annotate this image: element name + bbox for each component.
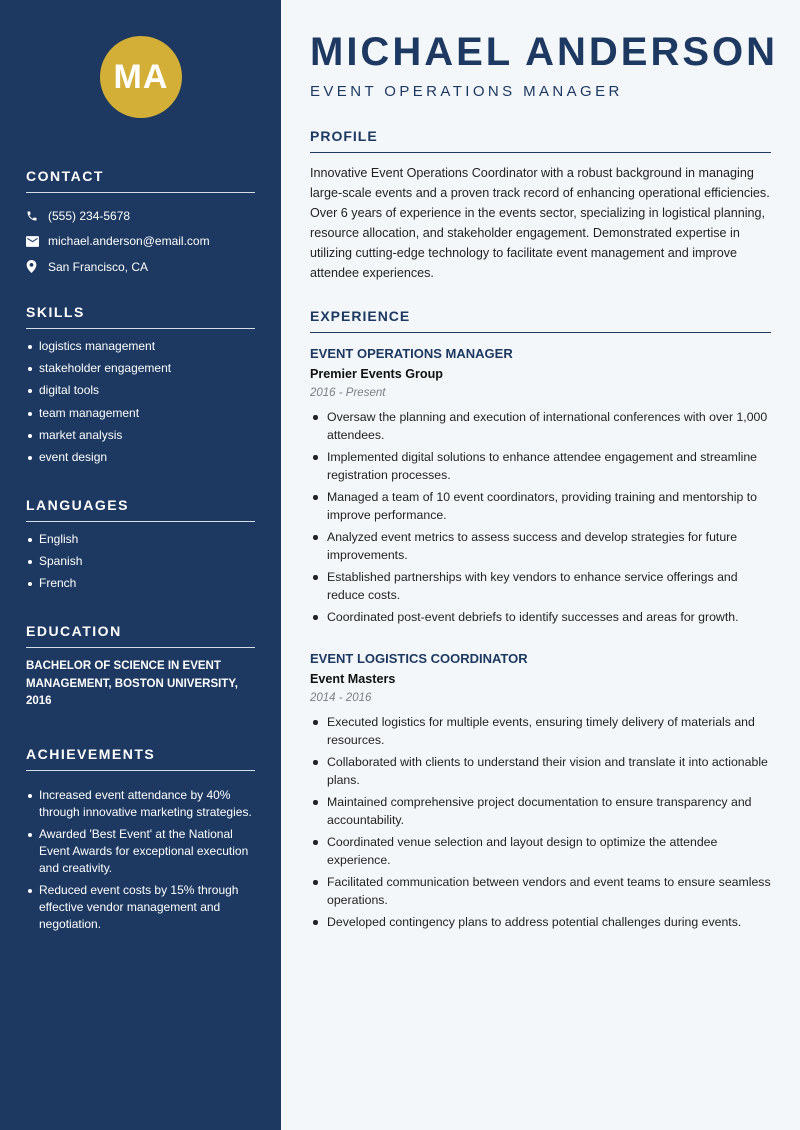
education-heading: EDUCATION — [26, 623, 255, 648]
job-bullet: Implemented digital solutions to enhance attendee engagement and streamline registration processes. — [310, 448, 772, 484]
candidate-name: MICHAEL ANDERSON — [310, 30, 779, 74]
contact-heading: CONTACT — [26, 168, 255, 193]
contact-location — [26, 254, 255, 280]
job-title: EVENT LOGISTICS COORDINATOR — [310, 651, 528, 666]
education-degree: BACHELOR OF SCIENCE IN EVENT MANAGEMENT, BOSTON UNIVERSITY, 2016 — [26, 660, 238, 707]
skill-item: event design — [26, 449, 255, 466]
achievements-heading: ACHIEVEMENTS — [26, 746, 255, 771]
job-bullet: Developed contingency plans to address potential challenges during events. — [310, 913, 772, 931]
avatar-initials: MA — [113, 57, 169, 96]
job-bullet: Managed a team of 10 event coordinators, providing training and mentorship to improve performance. — [310, 488, 772, 524]
job-bullet: Executed logistics for multiple events, ensuring timely delivery of materials and resources. — [310, 713, 772, 749]
languages-section — [26, 497, 255, 598]
contact-phone — [26, 203, 255, 229]
language-item: French — [26, 575, 255, 592]
experience-heading: EXPERIENCE — [310, 308, 771, 333]
profile-text: Innovative Event Operations Coordinator with a robust background in managing large-scale events and a proven track record of enhancing operational efficiencies. Over 6 years of experience in the events sector, specializing in logistical planning, resource allocation, and stakeholder engagement. Demonstrated expertise in utilizing cutting-edge technology to facilitate event management and improve attendee experiences. — [310, 166, 770, 280]
job-dates: 2016 - Present — [310, 387, 386, 399]
skill-item: logistics management — [26, 338, 255, 355]
skill-item: stakeholder engagement — [26, 360, 255, 377]
job-bullet: Collaborated with clients to understand their vision and translate it into actionable plans. — [310, 753, 772, 789]
skill-item: market analysis — [26, 427, 255, 444]
job-bullet: Facilitated communication between vendors and event teams to ensure seamless operations. — [310, 873, 772, 909]
company-name: Event Masters — [310, 672, 396, 686]
job-bullet: Coordinated post-event debriefs to identify successes and areas for growth. — [310, 608, 772, 626]
candidate-title: EVENT OPERATIONS MANAGER — [310, 83, 623, 100]
job-bullet: Maintained comprehensive project documentation to ensure transparency and accountability. — [310, 793, 772, 829]
phone-text: (555) 234-5678 — [48, 208, 131, 223]
education-section — [26, 623, 255, 711]
contact-email — [26, 229, 255, 255]
achievement-item: Awarded 'Best Event' at the National Event Awards for exceptional execution and creativity. — [26, 826, 255, 877]
skills-heading: SKILLS — [26, 304, 255, 329]
location-text: San Francisco, CA — [48, 259, 149, 274]
job-bullet: Oversaw the planning and execution of international conferences with over 1,000 attendees. — [310, 408, 772, 444]
sidebar — [0, 0, 281, 1130]
job-bullet: Coordinated venue selection and layout design to optimize the attendee experience. — [310, 833, 772, 869]
language-item: Spanish — [26, 553, 255, 570]
job-bullet: Established partnerships with key vendors to enhance service offerings and reduce costs. — [310, 568, 772, 604]
company-name: Premier Events Group — [310, 367, 443, 381]
contact-section — [26, 168, 255, 280]
job-bullet: Analyzed event metrics to assess success and develop strategies for future improvements. — [310, 528, 772, 564]
email-text: michael.anderson@email.com — [48, 234, 210, 249]
achievement-item: Reduced event costs by 15% through effective vendor management and negotiation. — [26, 882, 255, 933]
skill-item: team management — [26, 405, 255, 422]
email-icon — [26, 236, 48, 247]
achievement-item: Increased event attendance by 40% through innovative marketing strategies. — [26, 787, 255, 821]
skills-section — [26, 304, 255, 471]
avatar — [100, 36, 182, 118]
job-entry — [310, 346, 772, 630]
achievements-section — [26, 746, 255, 938]
location-pin-icon — [26, 260, 48, 273]
profile-heading: PROFILE — [310, 128, 771, 153]
job-title: EVENT OPERATIONS MANAGER — [310, 346, 513, 361]
job-dates: 2014 - 2016 — [310, 692, 372, 704]
language-item: English — [26, 531, 255, 548]
phone-icon — [26, 210, 48, 222]
skill-item: digital tools — [26, 382, 255, 399]
job-entry — [310, 651, 772, 935]
languages-heading: LANGUAGES — [26, 497, 255, 522]
